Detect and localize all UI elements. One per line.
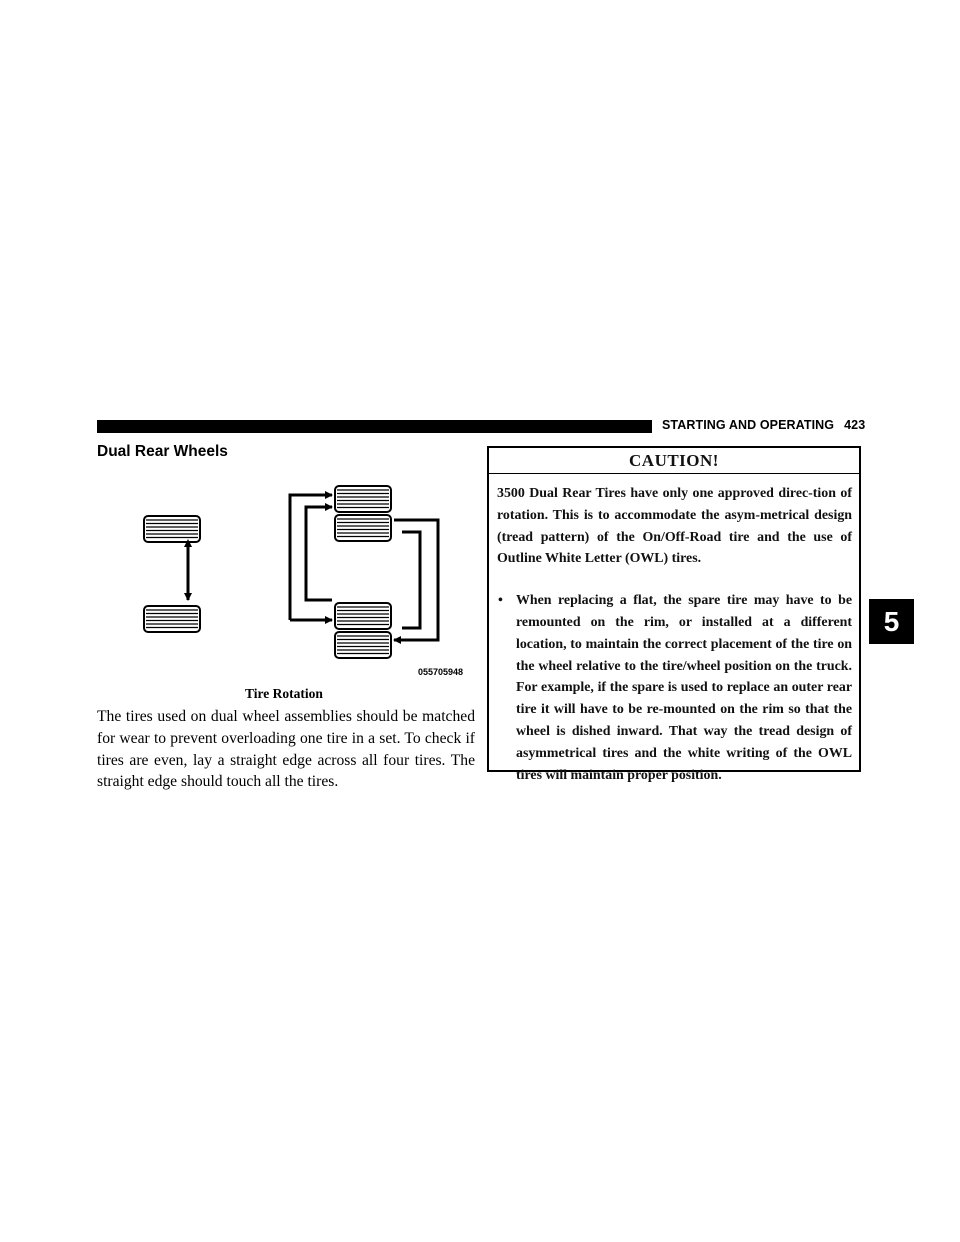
- front-tire-top: [144, 516, 200, 542]
- rear-outer-tire-top: [335, 486, 391, 512]
- rear-outer-tire-bottom: [335, 632, 391, 658]
- tire-rotation-figure: [100, 480, 470, 680]
- body-paragraph: The tires used on dual wheel assemblies should be matched for wear to prevent overloading one tire in a set. To check if tires are even, lay a straight edge across all four tires. The straight edge should touch all the tires.: [97, 708, 475, 791]
- page-number: 423: [844, 418, 866, 432]
- figure-code: 055705948: [418, 667, 464, 677]
- caution-intro: 3500 Dual Rear Tires have only one approved direc-tion of rotation. This is to accommodate the asym-metrical design (tread pattern) of the On/Off-Road tire and the use of Outline White Letter (OWL) tires.: [497, 486, 852, 567]
- rotation-arrow-outer-right: [394, 520, 438, 640]
- caution-list: [497, 590, 852, 786]
- caution-body: [489, 474, 859, 786]
- tire-rotation-diagram: [100, 480, 470, 680]
- rotation-arrow-inner-right: [402, 532, 420, 628]
- caution-list-item: [497, 590, 852, 786]
- caution-bullet-text: When replacing a flat, the spare tire may have to be remounted on the rim, or installed at a different location, to maintain the correct placement of the tire on the wheel relative to the tire/wheel position on the truck. For example, if the spare is used to replace an outer rear tire it will have to be re-mounted on the rim so that the wheel is dished inward. That way the tread design of asymmetrical tires and the white writing of the OWL tires will maintain proper position.: [516, 593, 852, 783]
- caution-title: CAUTION!: [489, 448, 859, 474]
- chapter-tab: 5: [869, 599, 914, 644]
- section-title: Dual Rear Wheels: [97, 443, 228, 460]
- bullet-icon: •: [498, 593, 503, 609]
- rotation-arrow-inner-left: [306, 507, 332, 600]
- figure-caption: Tire Rotation: [245, 686, 323, 701]
- rear-inner-tire-bottom: [335, 603, 391, 629]
- front-tire-bottom: [144, 606, 200, 632]
- rear-inner-tire-top: [335, 515, 391, 541]
- caution-box: [487, 446, 861, 783]
- header-section-title: STARTING AND OPERATING: [662, 418, 835, 432]
- header-rule: [97, 420, 652, 433]
- running-header: [662, 418, 865, 432]
